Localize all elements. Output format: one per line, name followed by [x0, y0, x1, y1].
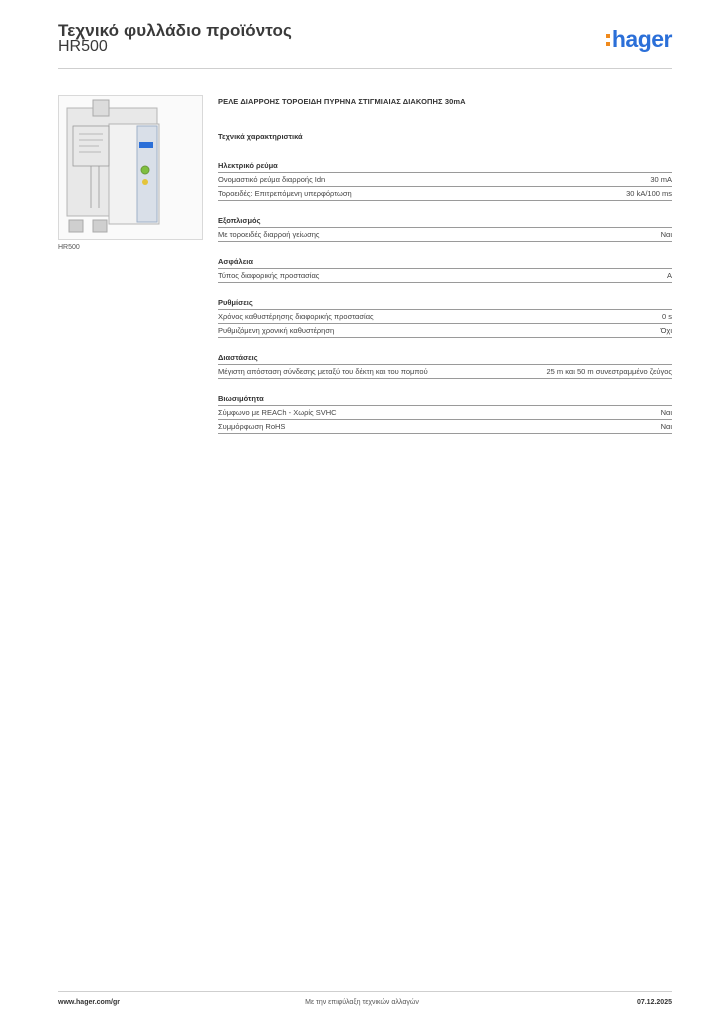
- spec-row: [218, 186, 672, 201]
- spec-row: [218, 364, 672, 379]
- spec-label: Συμμόρφωση RoHS: [218, 422, 286, 431]
- image-caption: HR500: [58, 244, 80, 251]
- spec-row: [218, 309, 672, 323]
- group-title: Βιωσιμότητα: [218, 394, 264, 403]
- spec-value: 30 mA: [650, 175, 672, 184]
- group-title: Διαστάσεις: [218, 353, 258, 362]
- footer-date: 07.12.2025: [636, 999, 672, 1006]
- spec-label: Μέγιστη απόσταση σύνδεσης μεταξύ του δέκτη και του πομπού: [218, 367, 428, 376]
- spec-group-sustainability: [218, 392, 672, 434]
- spec-group-settings: [218, 296, 672, 338]
- spec-label: Σύμφωνο με REACh - Χωρίς SVHC: [218, 408, 337, 417]
- spec-label: Ονομαστικό ρεύμα διαρροής Idn: [218, 175, 326, 184]
- group-title: Εξοπλισμός: [218, 216, 261, 225]
- group-title: Ασφάλεια: [218, 257, 253, 266]
- spec-label: Τύπος διαφορικής προστασίας: [218, 271, 320, 280]
- spec-row: [218, 323, 672, 338]
- spec-row: [218, 172, 672, 186]
- spec-value: A: [666, 271, 672, 280]
- spec-label: Τοροειδές: Επιτρεπόμενη υπερφόρτωση: [218, 189, 352, 198]
- logo-dots-icon: [606, 34, 610, 46]
- group-title: Ηλεκτρικό ρεύμα: [218, 161, 278, 170]
- spec-row: [218, 405, 672, 419]
- spec-row: [218, 227, 672, 242]
- spec-value: 25 m και 50 m συνεστραμμένο ζεύγος: [546, 367, 672, 376]
- spec-group-dimensions: [218, 351, 672, 379]
- spec-group-electrical: [218, 159, 672, 201]
- spec-value: 30 kA/100 ms: [626, 189, 672, 198]
- spec-value: Ναι: [660, 408, 672, 417]
- section-heading: Τεχνικά χαρακτηριστικά: [218, 132, 303, 141]
- spec-label: Με τοροειδές διαρροή γείωσης: [218, 230, 320, 239]
- footer-website-link[interactable]: www.hager.com/gr: [58, 999, 120, 1006]
- product-description: ΡΕΛΕ ΔΙΑΡΡΟΗΣ ΤΟΡΟΕΙΔΗ ΠΥΡΗΝΑ ΣΤΙΓΜΙΑΙΑΣ ΔΙΑΚΟΠΗΣ 30mA: [218, 97, 466, 106]
- product-image: [58, 95, 203, 240]
- relay-device-icon: [59, 96, 202, 239]
- spec-value: Όχι: [660, 326, 672, 335]
- spec-value: 0 s: [661, 312, 672, 321]
- logo-text: hager: [611, 26, 672, 52]
- spec-value: Ναι: [660, 422, 672, 431]
- spec-label: Χρόνος καθυστέρησης διαφορικής προστασίας: [218, 312, 374, 321]
- group-title: Ρυθμίσεις: [218, 298, 253, 307]
- page-title: Τεχνικό φυλλάδιο προϊόντος: [58, 21, 292, 40]
- spec-value: Ναι: [660, 230, 672, 239]
- spec-row: [218, 419, 672, 434]
- spec-row: [218, 268, 672, 283]
- hager-logo: [606, 26, 672, 53]
- footer-divider: [58, 991, 672, 992]
- spec-label: Ρυθμιζόμενη χρονική καθυστέρηση: [218, 326, 335, 335]
- footer-note: Με την επιφύλαξη τεχνικών αλλαγών: [305, 999, 419, 1006]
- spec-group-equipment: [218, 214, 672, 242]
- page-subtitle: HR500: [58, 38, 108, 55]
- header-divider: [58, 68, 672, 69]
- spec-content: [218, 97, 672, 447]
- spec-group-safety: [218, 255, 672, 283]
